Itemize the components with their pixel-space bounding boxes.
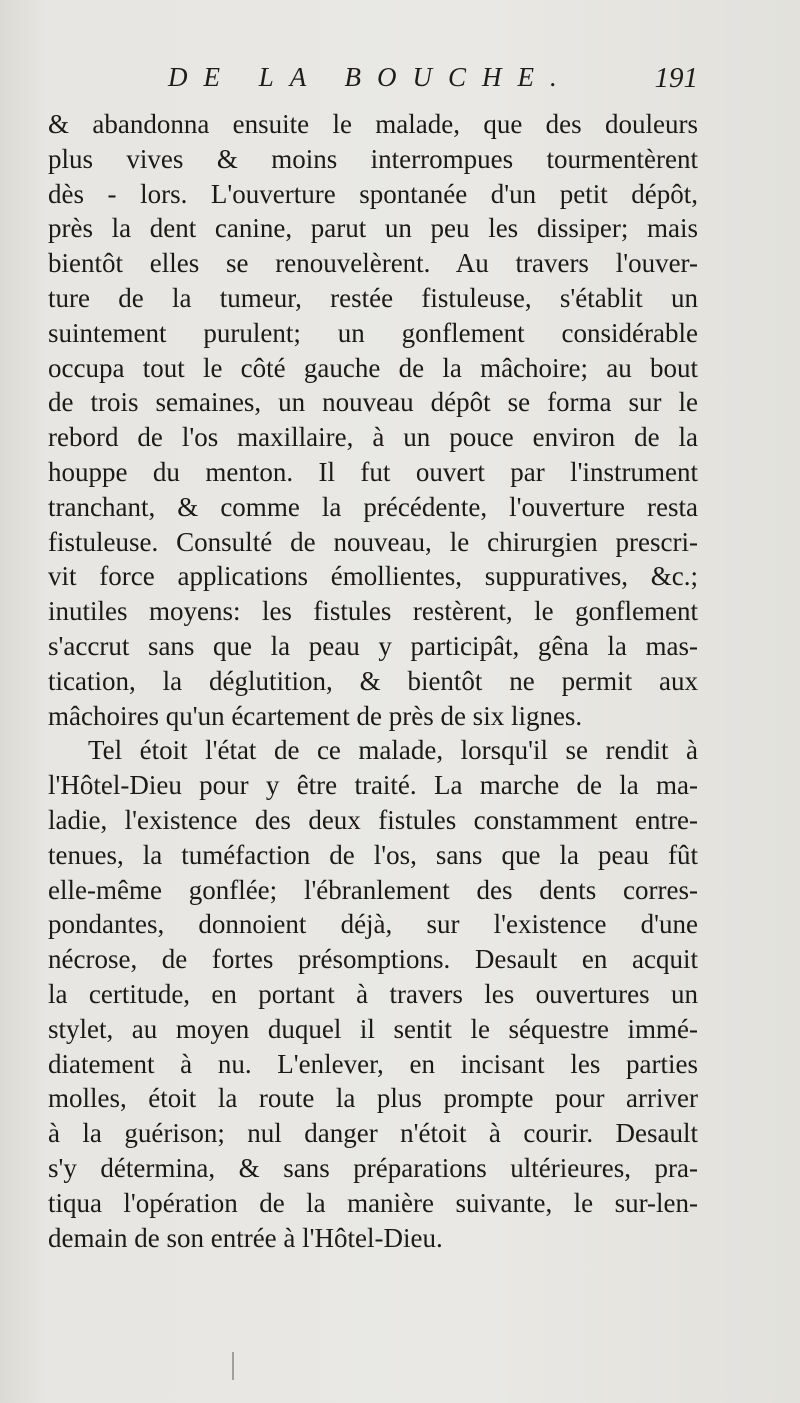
page-header [48,62,698,102]
text-line: tication, la déglutition, & bientôt ne permit aux [48,665,698,696]
page-number: 191 [654,62,698,94]
text-line: rebord de l'os maxillaire, à un pouce environ de la [48,422,698,453]
text-line: nécrose, de fortes présomptions. Desault en acquit [48,944,698,975]
text-line: tenues, la tuméfaction de l'os, sans que la peau fût [48,839,698,870]
text-line: s'accrut sans que la peau y participât, gêna la mas- [48,630,698,661]
text-line: vit force applications émollientes, suppuratives, &c.; [48,561,698,592]
text-line: tranchant, & comme la précédente, l'ouverture resta [48,491,698,522]
text-line: mâchoires qu'un écartement de près de six lignes. [48,700,583,731]
text-line: de trois semaines, un nouveau dépôt se forma sur le [48,387,698,418]
body-text [48,107,698,1255]
running-title: DE LA BOUCHE. [168,62,573,92]
text-line: fistuleuse. Consulté de nouveau, le chirurgien prescri- [48,526,698,557]
text-line: ture de la tumeur, restée fistuleuse, s'établit un [48,282,698,313]
text-line: inutiles moyens: les fistules restèrent, le gonflement [48,596,698,627]
text-line: elle-même gonflée; l'ébranlement des dents corres- [48,874,698,905]
text-line: l'Hôtel-Dieu pour y être traité. La marche de la ma- [48,770,698,801]
paragraph [48,733,698,1255]
text-line: plus vives & moins interrompues tourmentèrent [48,143,698,174]
text-line: diatement à nu. L'enlever, en incisant les parties [48,1048,698,1079]
text-line: la certitude, en portant à travers les ouvertures un [48,978,698,1009]
text-line: Tel étoit l'état de ce malade, lorsqu'il se rendit à [88,735,698,766]
text-line: près la dent canine, parut un peu les dissiper; mais [48,213,698,244]
text-line: dès - lors. L'ouverture spontanée d'un petit dépôt, [48,178,698,209]
text-line: molles, étoit la route la plus prompte pour arriver [48,1083,698,1114]
text-line: s'y détermina, & sans préparations ultérieures, pra- [48,1152,698,1183]
text-line: tiqua l'opération de la manière suivante, le sur-len- [48,1187,698,1218]
text-line: occupa tout le côté gauche de la mâchoire; au bout [48,352,698,383]
text-line: houppe du menton. Il fut ouvert par l'instrument [48,456,698,487]
text-line: pondantes, donnoient déjà, sur l'existence d'une [48,909,698,940]
text-line: demain de son entrée à l'Hôtel-Dieu. [48,1222,443,1253]
paragraph [48,107,698,733]
text-line: ladie, l'existence des deux fistules constamment entre- [48,804,698,835]
page-mark [232,1352,234,1380]
text-line: suintement purulent; un gonflement considérable [48,317,698,348]
text-line: & abandonna ensuite le malade, que des douleurs [48,109,698,139]
text-line: à la guérison; nul danger n'étoit à courir. Desault [48,1118,698,1149]
text-line: bientôt elles se renouvelèrent. Au travers l'ouver- [48,248,698,279]
paragraphs [48,107,698,1255]
text-line: stylet, au moyen duquel il sentit le séquestre immé- [48,1013,698,1044]
